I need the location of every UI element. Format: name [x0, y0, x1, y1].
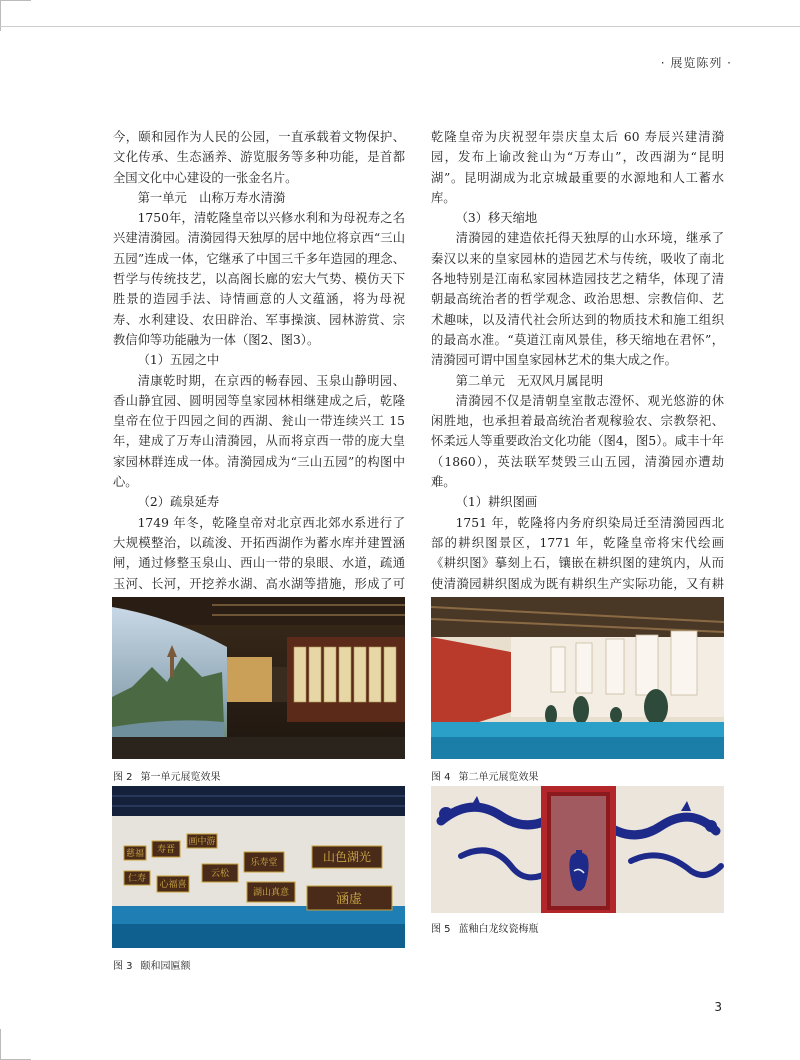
figure-2-caption: 图 2 第一单元展览效果 [113, 772, 221, 783]
figure-4-photo [431, 597, 724, 759]
section-heading: （2）疏泉延寿 [137, 495, 220, 510]
right-text-column [431, 127, 724, 675]
plaque-9: 山色湖光 [322, 850, 372, 864]
section-heading: （1）五园之中 [137, 353, 220, 368]
paragraph: 清漪园不仅是清朝皇室散志澄怀、观光悠游的休闲胜地，也承担着最高统治者观稼验农、宗教祭祀、怀柔远人等重要政治文化功能（图4，图5）。咸丰十年（1860），英法联军焚毁三山五园，清漪园亦遭劫难。 [431, 393, 724, 490]
figure-4-caption: 图 4 第二单元展览效果 [431, 772, 539, 783]
plaque-6: 云松 [210, 869, 230, 879]
left-text-column [113, 127, 405, 655]
plaque-5: 心福喜 [159, 880, 187, 890]
plaque-7: 乐寿堂 [250, 858, 278, 868]
plaque-8: 湖山真意 [252, 888, 290, 898]
plaque-4: 仁寿 [127, 874, 147, 884]
paragraph: 1749 年冬，乾隆皇帝对北京西北郊水系进行了大规模整治，以疏浚、开拓西湖作为蓄水库并建置涵闸，通过修整玉泉山、西山一带的泉眼、水道，疏通玉河、长河，开挖养水湖、高水湖等措施，形成了可 [113, 515, 405, 591]
section-heading: （1）耕织图画 [455, 495, 538, 510]
figure-3-caption: 图 3 颐和园匾额 [113, 961, 191, 972]
header-rule [0, 26, 800, 27]
figure-5-caption: 图 5 蓝釉白龙纹瓷梅瓶 [431, 924, 539, 935]
figure-3-photo [112, 786, 405, 948]
paragraph: 1751 年，乾隆将内务府织染局迁至清漪园西北部的耕织图景区，1771 年，乾隆皇帝将宋代绘画《耕织图》摹刻上石，镶嵌在耕织图的建筑内，从而使清漪园耕织图成为既有耕织生产实际功能，又有耕 [431, 515, 724, 591]
paragraph: 清漪园的建造依托得天独厚的山水环境，继承了秦汉以来的皇家园林的造园艺术与传统，吸收了南北各地特别是江南私家园林造园技艺之精华，体现了清朝最高统治者的哲学观念、政治思想、宗教信仰、艺术趣味，以及清代社会所达到的物质技术和施工组织的最高水准。“莫道江南风景佳，移天缩地在君怀”，清漪园可谓中国皇家园林艺术的集大成之作。 [431, 231, 724, 368]
plaque-10: 涵虚 [335, 892, 363, 907]
section-heading: 第一单元 山称万寿水清漪 [137, 190, 286, 205]
plaque-3: 画中游 [188, 837, 216, 847]
crop-mark-bottom-left [0, 1029, 31, 1060]
section-heading: 第二单元 无双风月属昆明 [455, 373, 604, 388]
page-number: 3 [714, 1000, 722, 1014]
plaque-1: 慈福 [125, 849, 145, 859]
paragraph: 今，颐和园作为人民的公园，一直承载着文物保护、文化传承、生态涵养、游览服务等多种功能，是首都全国文化中心建设的一张金名片。 [113, 130, 405, 185]
paragraph: 1750年，清乾隆皇帝以兴修水利和为母祝寿之名兴建清漪园。清漪园得天独厚的居中地位将京西“三山五园”连成一体，它继承了中国三千多年造园的理念、哲学与传统技艺，以高阁长廊的宏大气势、模仿天下胜景的造园手法、诗情画意的人文蕴涵，将为母祝寿、水利建设、农田辟治、军事操演、园林游赏、宗教信仰等功能融为一体（图2、图3）。 [113, 211, 405, 347]
paragraph: 清康乾时期，在京西的畅春园、玉泉山静明园、香山静宜园、圆明园等皇家园林相继建成之后，乾隆皇帝在位于四园之间的西湖、瓮山一带连续兴工 15 年，建成了万寿山清漪园，从而将京西一带的庞大皇家园林群连成一体。清漪园成为“三山五园”的构图中心。 [113, 373, 405, 490]
section-label: · 展览陈列 · [660, 56, 732, 70]
figure-2-photo [112, 597, 405, 759]
figure-5-photo [431, 786, 724, 913]
section-heading: （3）移天缩地 [455, 211, 538, 226]
plaque-2: 寿晋 [156, 845, 176, 855]
paragraph: 乾隆皇帝为庆祝翌年崇庆皇太后 60 寿辰兴建清漪园，发布上谕改瓮山为“万寿山”，改西湖为“昆明湖”。昆明湖成为北京城最重要的水源地和人工蓄水库。 [431, 130, 724, 205]
